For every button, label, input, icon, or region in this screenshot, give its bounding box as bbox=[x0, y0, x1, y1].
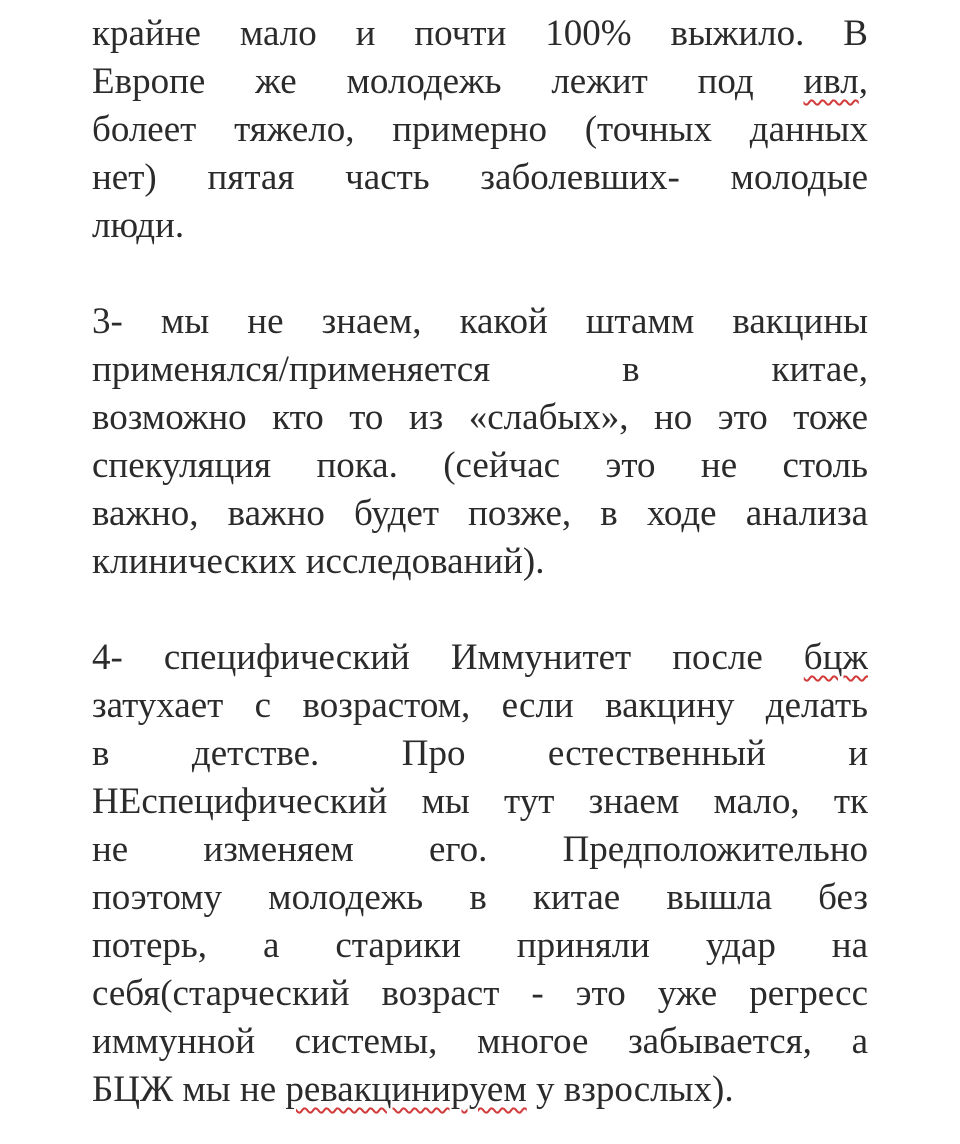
paragraph-2-line-4 bbox=[92, 442, 868, 490]
text-segment: не изменяем его. Предположительно bbox=[92, 829, 868, 870]
text-segment: применялся/применяется в китае, bbox=[92, 349, 868, 390]
text-segment: потерь, а старики приняли удар на bbox=[92, 925, 868, 966]
paragraph-3-line-4 bbox=[92, 778, 868, 826]
text-segment: затухает с возрастом, если вакцину делать bbox=[92, 685, 868, 726]
text-segment: Европе же молодежь лежит под bbox=[92, 61, 804, 102]
misspelled-word: бцж bbox=[803, 637, 868, 678]
text-segment: люди. bbox=[92, 205, 185, 246]
paragraph-3-line-6 bbox=[92, 874, 868, 922]
misspelled-word: ивл bbox=[803, 61, 859, 102]
paragraph-3-line-3 bbox=[92, 730, 868, 778]
paragraph-2-line-1 bbox=[92, 298, 868, 346]
text-segment: БЦЖ мы не bbox=[92, 1069, 286, 1110]
paragraph-2-line-5 bbox=[92, 490, 868, 538]
text-segment: НЕспецифический мы тут знаем мало, тк bbox=[92, 781, 868, 822]
text-segment: в детстве. Про естественный и bbox=[92, 733, 868, 774]
paragraph-2-line-3 bbox=[92, 394, 868, 442]
paragraph-1-line-5 bbox=[92, 202, 868, 250]
paragraph-2-line-6 bbox=[92, 538, 868, 586]
text-segment: нет) пятая часть заболевших- молодые bbox=[92, 157, 868, 198]
text-segment: поэтому молодежь в китае вышла без bbox=[92, 877, 868, 918]
text-segment: крайне мало и почти 100% выжило. В bbox=[92, 13, 868, 54]
text-segment: спекуляция пока. (сейчас это не столь bbox=[92, 445, 868, 486]
text-segment: клинических исследований). bbox=[92, 541, 545, 582]
text-segment: у взрослых). bbox=[526, 1069, 734, 1110]
paragraph-3-line-10 bbox=[92, 1066, 868, 1114]
paragraph-3-line-7 bbox=[92, 922, 868, 970]
paragraph-3-line-2 bbox=[92, 682, 868, 730]
text-segment: себя(старческий возраст - это уже регресс bbox=[92, 973, 868, 1014]
text-segment: , bbox=[858, 61, 868, 102]
text-segment: 4- специфический Иммунитет после bbox=[92, 637, 804, 678]
paragraph-2-line-2 bbox=[92, 346, 868, 394]
paragraph-1-line-2 bbox=[92, 58, 868, 106]
text-segment: болеет тяжело, примерно (точных данных bbox=[92, 109, 868, 150]
paragraph-1-line-1 bbox=[92, 10, 868, 58]
paragraph-3-line-5 bbox=[92, 826, 868, 874]
paragraph-1-line-4 bbox=[92, 154, 868, 202]
text-segment: 3- мы не знаем, какой штамм вакцины bbox=[92, 301, 868, 342]
paragraph-1-line-3 bbox=[92, 106, 868, 154]
paragraph-3-line-1 bbox=[92, 634, 868, 682]
paragraph-3-line-9 bbox=[92, 1018, 868, 1066]
text-segment: иммунной системы, многое забывается, а bbox=[92, 1021, 868, 1062]
misspelled-word: ревакцинируем bbox=[285, 1069, 527, 1110]
text-segment: возможно кто то из «слабых», но это тоже bbox=[92, 397, 868, 438]
paragraph-3-line-8 bbox=[92, 970, 868, 1018]
text-segment: важно, важно будет позже, в ходе анализа bbox=[92, 493, 868, 534]
